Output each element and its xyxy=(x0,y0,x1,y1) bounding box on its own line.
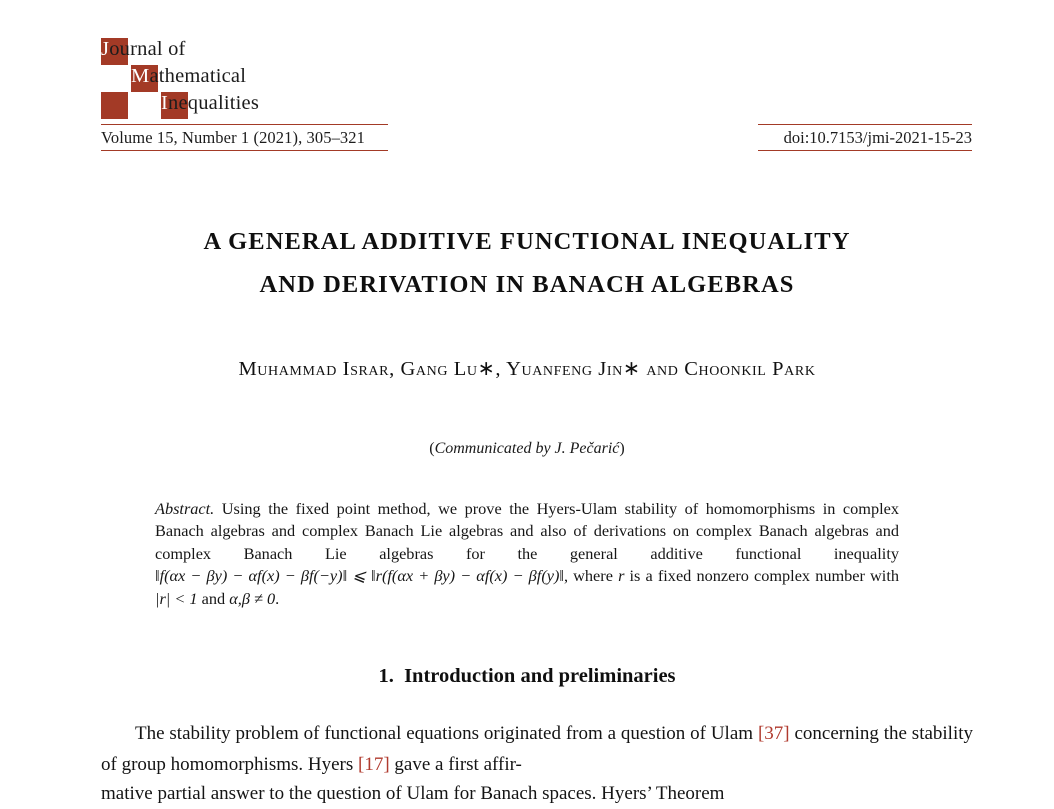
page-title xyxy=(0,220,1054,306)
logo-square xyxy=(101,92,128,119)
journal-logo-line-2 xyxy=(131,65,246,88)
communicated-by xyxy=(0,440,1054,458)
body-paragraph-1-clipped-line xyxy=(101,780,973,804)
logo-divider-bottom xyxy=(101,150,388,151)
section-heading xyxy=(0,665,1054,688)
abstract-text-1: Using the fixed point method, we prove the Hyers-Ulam stability of homomorphisms in complex Banach algebras and complex Banach Lie algebras and also of derivations on complex Banach algebras and complex Banach Lie algebras for the general additive functional inequality xyxy=(155,499,899,563)
journal-logo-text-3: nequalities xyxy=(168,92,260,114)
journal-logo-initial-j: J xyxy=(101,38,110,60)
abstract-text-2: , where xyxy=(563,566,619,586)
abstract-condition-2: α,β ≠ 0 xyxy=(229,588,276,608)
abstract-text-3: is a fixed nonzero complex number with xyxy=(624,566,899,586)
body-text-a: The stability problem of functional equations originated from a question of Ulam xyxy=(135,723,754,744)
title-line-2: AND DERIVATION IN BANACH ALGEBRAS xyxy=(259,271,795,298)
abstract-formula: ‖f(αx − βy) − αf(x) − βf(−y)‖ ⩽ ‖r(f(αx + βy) − αf(x) − βf(y)‖ xyxy=(155,566,564,586)
doi-divider-bottom xyxy=(758,150,972,151)
abstract-symbol-r: r xyxy=(618,566,625,586)
journal-logo-lines xyxy=(101,38,391,124)
doi-link[interactable]: doi:10.7153/jmi-2021-15-23 xyxy=(783,128,972,147)
journal-logo-line-1 xyxy=(101,38,186,61)
communicated-paren-open: ( xyxy=(429,440,435,457)
author-list: Muhammad Israr, Gang Lu∗, Yuanfeng Jin∗ and Choonkil Park xyxy=(238,358,816,380)
journal-logo-line-3 xyxy=(161,92,259,115)
citation-17[interactable]: [17] xyxy=(358,754,390,775)
body-text-b: concerning the stability of group homomorphisms. Hyers xyxy=(101,723,974,775)
journal-logo-initial-i: I xyxy=(161,92,169,114)
communicated-paren-close: ) xyxy=(619,440,625,457)
abstract-label: Abstract. xyxy=(155,499,215,518)
title-line-1: A GENERAL ADDITIVE FUNCTIONAL INEQUALITY xyxy=(203,228,851,255)
abstract-condition-1: |r| < 1 xyxy=(155,588,198,608)
communicated-text: Communicated by J. Pečarić xyxy=(434,440,620,457)
section-title: Introduction and preliminaries xyxy=(404,665,676,687)
logo-divider-top xyxy=(101,124,388,125)
journal-logo-initial-m: M xyxy=(131,65,150,87)
citation-37[interactable]: [37] xyxy=(757,723,790,744)
volume-issue-line: Volume 15, Number 1 (2021), 305–321 xyxy=(101,128,365,147)
body-text-d: mative partial answer to the question of Ulam for Banach spaces. Hyers’ Theorem xyxy=(101,783,725,804)
doi-divider-top xyxy=(758,124,972,125)
abstract-text-5: . xyxy=(275,588,280,608)
body-text-c: gave a first affir- xyxy=(389,754,522,775)
journal-logo-text-1: ournal of xyxy=(109,38,186,60)
abstract-text-4: and xyxy=(197,588,230,608)
journal-logo-text-2: athematical xyxy=(149,65,247,87)
journal-logo xyxy=(101,38,391,124)
section-number: 1. xyxy=(378,665,394,687)
body-paragraph-1 xyxy=(101,718,973,780)
abstract xyxy=(155,498,899,610)
